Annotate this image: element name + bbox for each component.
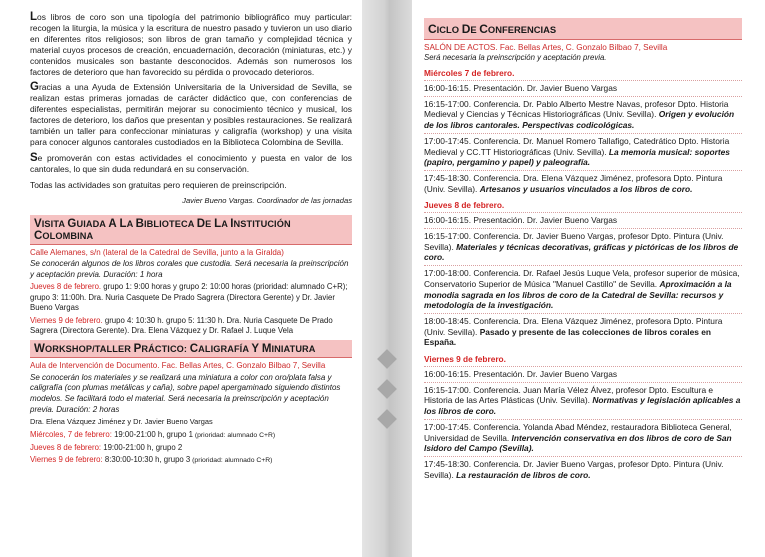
visita-day-1: Jueves 8 de febrero. grupo 1: 9:00 horas y grupo 2: 10:00 horas (prioridad: alumnado C+R); grupo 3: 11:00h. Dra. Nuria Casquete De Prado Sagrera (Directora Gerente) y Dr. Javier Bueno Vargas	[30, 282, 348, 313]
divider	[424, 228, 742, 229]
divider	[424, 419, 742, 420]
visita-location: Calle Alemanes, s/n (lateral de la Catedral de Sevilla, junto a la Giralda)	[30, 247, 284, 257]
conference-entry: 16:15-17:00. Conferencia. Dr. Javier Bueno Vargas, profesor Dpto. Pintura (Univ. Sevilla). Materiales y técnicas decorativas, gráficas y pictóricas de los libros de coro.	[424, 231, 739, 263]
divider	[424, 96, 742, 97]
workshop-heading: WORKSHOP/TALLER PRÁCTICO: CALIGRAFÍA Y MINIATURA	[30, 340, 352, 358]
conference-title: Normativas y legislación aplicables a los libros de coro.	[424, 395, 741, 417]
conference-title: Aproximación a la monodia sagrada en los libros de coro de la Catedral de Sevilla: recursos y metodología de la investigación.	[424, 278, 732, 311]
visita-day-2: Viernes 9 de febrero. grupo 4: 10:30 h. grupo 5: 11:30 h. Dra. Nuria Casquete De Prado Sagrera (Directora Gerente). Dra. Elena Vázquez y Dr. Rafael J. Luque Vela	[30, 315, 333, 335]
conference-entry: 17:45-18:30. Conferencia. Dr. Javier Bueno Vargas, profesor Dpto. Pintura (Univ. Sevilla). La restauración de libros de coro.	[424, 458, 724, 480]
conference-title: Intervención conservativa en dos libros de coro de San Isidoro del Campo (Sevilla).	[424, 432, 732, 454]
conference-title: Pasado y presente de las colecciones de libros corales en España.	[424, 326, 712, 348]
day-label: Viernes 9 de febrero.	[424, 354, 506, 365]
divider	[424, 382, 742, 383]
divider	[424, 80, 742, 81]
conference-entry: 16:00-16:15. Presentación. Dr. Javier Bueno Vargas	[424, 369, 618, 380]
conference-entry: 16:00-16:15. Presentación. Dr. Javier Bueno Vargas	[424, 83, 618, 93]
workshop-session-2: Jueves 8 de febrero: 19:00-21:00 h, grupo 2	[30, 443, 183, 452]
dropcap: S	[30, 151, 38, 164]
divider	[424, 212, 742, 213]
divider	[424, 456, 742, 457]
conference-entry: 18:00-18:45. Conferencia. Dra. Elena Vázquez Jiménez, profesora Dpto. Pintura (Univ. Sevilla). Pasado y presente de las colecciones de libros corales en España.	[424, 315, 723, 348]
intro-paragraph-2: Gracias a una Ayuda de Extensión Universitaria de la Universidad de Sevilla, se realizan estas primeras jornadas de carácter didáctico que, con conferencias de diferentes especialistas, permitirán mejorar su conocimiento técnico y musical, los factores de deterioro, los daños que presentan y posibles restauraciones. Se realizará también un taller para confeccionar miniaturas y caligrafía (workshop) y una visita para conocer algunos cantorales custodiados en la Biblioteca Colombina de Sevilla.	[30, 81, 352, 147]
divider	[424, 170, 742, 171]
conference-entry: 16:15-17:00. Conferencia. Juan María Vélez Álvez, profesor Dpto. Escultura e Historia de las Artes Plásticas (Univ. Sevilla). Normativas y legislación aplicables a los libros de coro.	[424, 384, 741, 417]
workshop-location: Aula de Intervención de Documento. Fac. Bellas Artes, C. Gonzalo Bilbao 7, Sevilla	[30, 361, 326, 371]
left-column	[30, 12, 352, 469]
conference-entry: 17:45-18:30. Conferencia. Dra. Elena Vázquez Jiménez, profesora Dpto. Pintura (Univ. Sevilla). Artesanos y usuarios vinculados a los libros de coro.	[424, 172, 723, 194]
day-label: Jueves 8 de febrero.	[424, 200, 505, 211]
workshop-teachers: Dra. Elena Vázquez Jiménez y Dr. Javier Bueno Vargas	[30, 417, 213, 427]
decorative-diamond	[377, 409, 397, 429]
conference-entry: 17:00-17:45. Conferencia. Yolanda Abad Méndez, restauradora Biblioteca General, Universidad de Sevilla. Intervención conservativa en dos libros de coro de San Isidoro del Campo (Sevilla).	[424, 421, 732, 454]
workshop-note: Se conocerán los materiales y se realizará una miniatura a color con oro/plata falsa y caligrafía (con plumas metálicas y caña), sobre papel apergaminado siguiendo distintos modelos. Se facilitará todo el material. Será necesaria la preinscripción y aceptación previa. Duración: 2 horas	[30, 372, 341, 414]
center-fold	[362, 0, 412, 557]
conference-title: La memoria musical: soportes (papiro, pergamino y papel) y paleografía.	[424, 146, 730, 168]
divider	[424, 366, 742, 367]
decorative-diamond	[377, 379, 397, 399]
intro-paragraph-3: Se promoverán con estas actividades el conocimiento y puesta en valor de los cantorales, lo que sin duda redundará en su conservación.	[30, 151, 352, 174]
conference-title: Origen y evolución de los libros cantorales. Perspectivas codicológicas.	[424, 109, 735, 131]
conference-title: La restauración de libros de coro.	[456, 469, 591, 480]
divider	[424, 265, 742, 266]
conference-entry: 16:00-16:15. Presentación. Dr. Javier Bueno Vargas	[424, 215, 618, 226]
coordinator-signature: Javier Bueno Vargas. Coordinador de las jornadas	[182, 195, 352, 205]
conference-schedule	[424, 68, 742, 480]
visita-heading: VISITA GUIADA A LA BIBLIOTECA DE LA INSTITUCIÓN COLOMBINA	[30, 214, 352, 245]
conference-title: Materiales y técnicas decorativas, gráficas y pictóricas de los libros de coro.	[424, 241, 739, 263]
decorative-diamond	[377, 349, 397, 369]
conference-title: Artesanos y usuarios vinculados a los libros de coro.	[479, 183, 693, 194]
workshop-session-3: Viernes 9 de febrero: 8:30:00-10:30 h, grupo 3 (prioridad: alumnado C+R)	[30, 455, 273, 465]
conference-entry: 17:00-17:45. Conferencia. Dr. Manuel Romero Tallafigo, Catedrático Dpto. Historia Medieval y CC.TT Historiográficas (Univ. Sevilla). La memoria musical: soportes (papiro, pergamino y papel) y paleografía.	[424, 135, 730, 168]
intro-paragraph-1: Los libros de coro son una tipología del patrimonio bibliográfico muy particular: recogen la liturgia, la música y la escritura de nuestro pasado y tuvieron un uso diario en diferentes ritos religiosos; son libros de gran tamaño y complejidad técnica y material cuyos procesos de creación, encuadernación, decoración (miniaturas, etc.) y contenidos musicales son bastante desconocidos. Además son numerosos los factores de deterioro que han favorecido su pérdida o provocado deterioros.	[30, 11, 352, 77]
intro-paragraph-4: Todas las actividades son gratuitas pero requieren de preinscripción.	[30, 179, 287, 190]
divider	[424, 133, 742, 134]
day-label: Miércoles 7 de febrero.	[424, 68, 515, 78]
conference-entry: 17:00-18:00. Conferencia. Dr. Rafael Jesús Luque Vela, profesor superior de música, Conservatorio Superior de Música "Manuel Castillo" de Sevilla. Aproximación a la monodia sagrada en los libros de coro de la Catedral de Sevilla: recursos y metodología de la investigación.	[424, 268, 740, 311]
ciclo-note: Será necesaria la preinscripción y aceptación previa.	[424, 53, 607, 62]
ciclo-location: SALÓN DE ACTOS. Fac. Bellas Artes, C. Gonzalo Bilbao 7, Sevilla	[424, 43, 668, 52]
dropcap: L	[30, 11, 38, 23]
divider	[424, 313, 742, 314]
dropcap: G	[30, 81, 39, 94]
conference-entry: 16:15-17:00. Conferencia. Dr. Pablo Alberto Mestre Navas, profesor Dpto. Historia Medieval y Ciencias y Técnicas Historiográficas (Univ. Sevilla). Origen y evolución de los libros cantorales. Perspectivas codicológicas.	[424, 98, 735, 131]
ciclo-heading: CICLO DE CONFERENCIAS	[424, 18, 742, 40]
visita-note: Se conocerán algunos de los libros corales que custodia. Será necesaria la preinscripción y aceptación previa. Duración: 1 hora	[30, 259, 349, 279]
workshop-session-1: Miércoles, 7 de febrero: 19:00-21:00 h, grupo 1 (prioridad: alumnado C+R)	[30, 429, 276, 439]
right-column	[424, 18, 742, 482]
